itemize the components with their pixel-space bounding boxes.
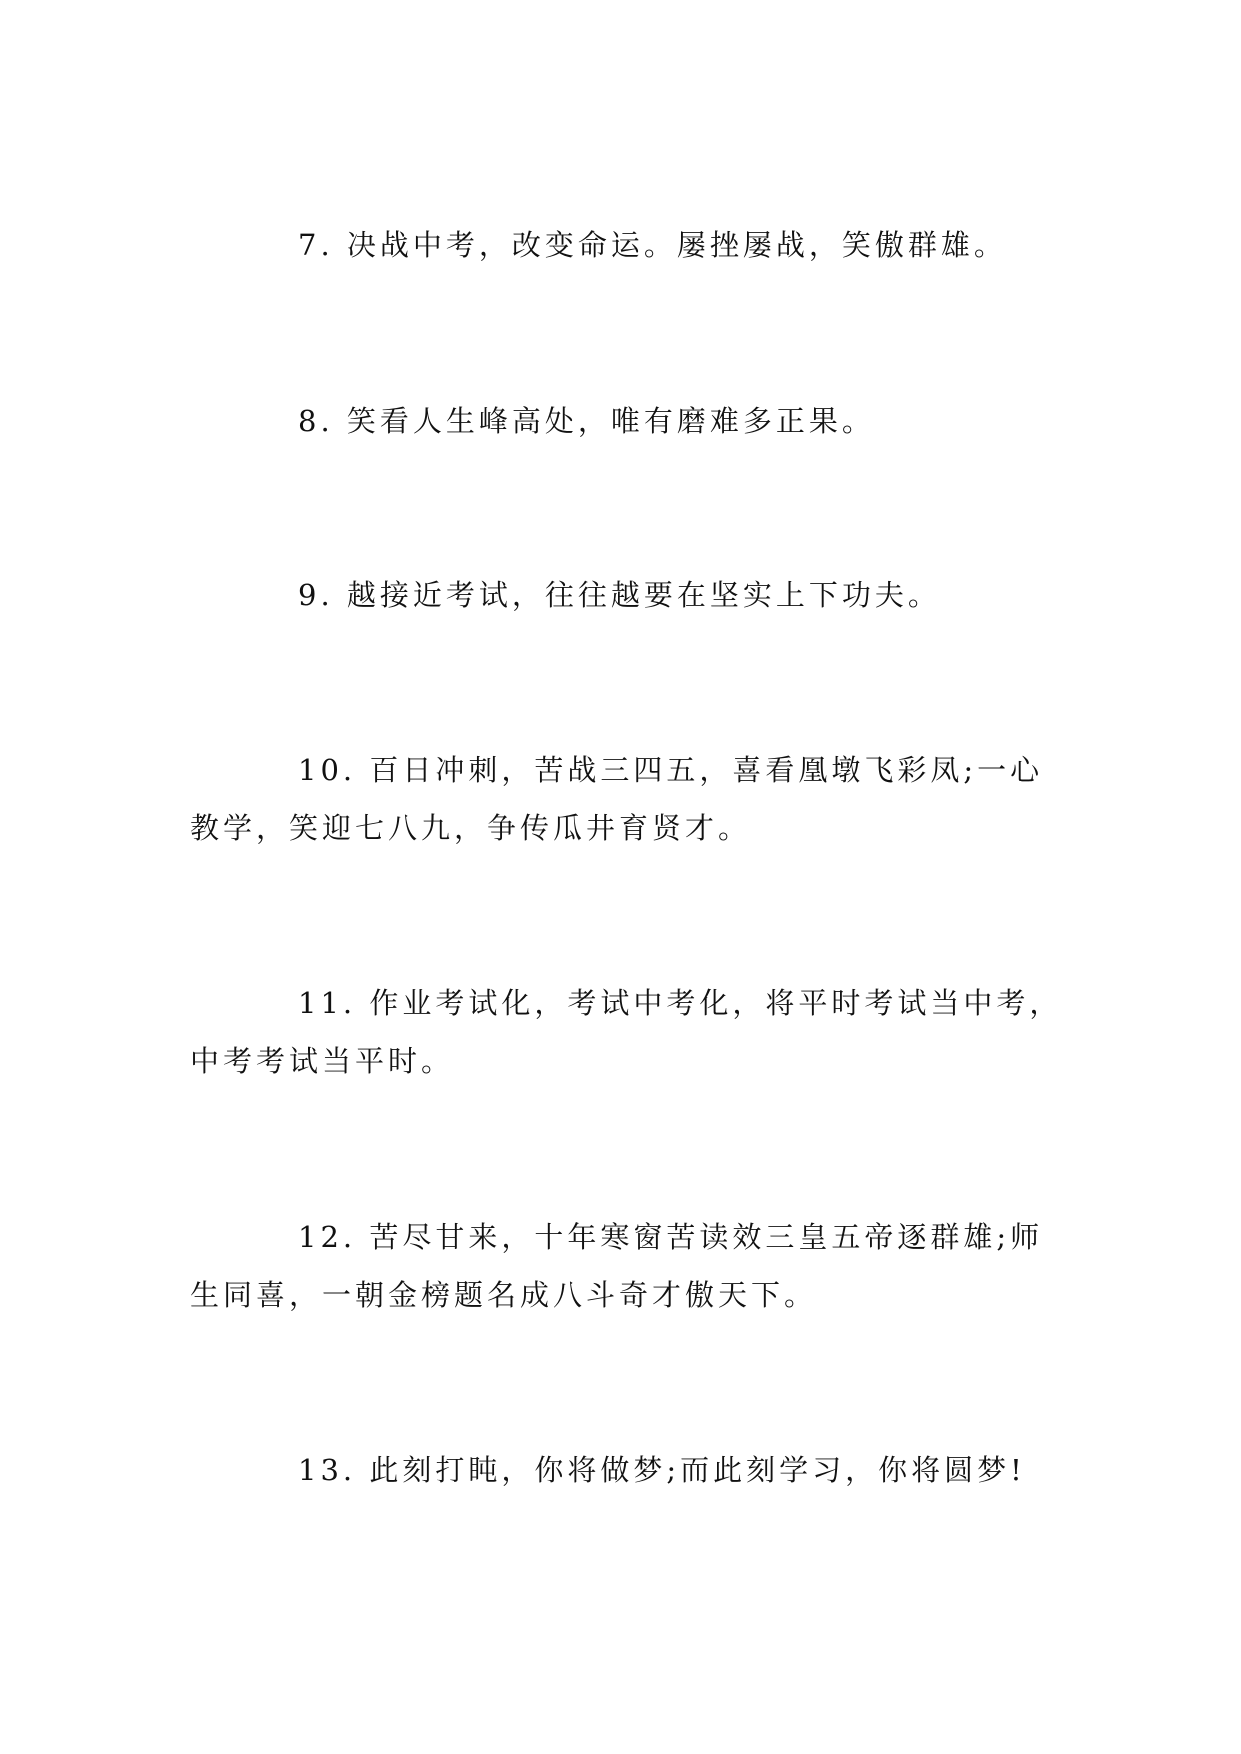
paragraph-12 (190, 1208, 1050, 1324)
paragraph-7 (190, 216, 1050, 274)
paragraph-line: 教学，笑迎七八九，争传瓜井育贤才。 (190, 811, 752, 845)
paragraph-line: 8. 笑看人生峰高处，唯有磨难多正果。 (298, 404, 875, 438)
paragraph-11 (190, 974, 1063, 1090)
paragraph-line: 10. 百日冲刺，苦战三四五，喜看凰墩飞彩凤;一心 (298, 753, 1044, 787)
paragraph-line: 生同喜，一朝金榜题名成八斗奇才傲天下。 (190, 1278, 818, 1312)
paragraph-line: 11. 作业考试化，考试中考化，将平时考试当中考， (298, 986, 1063, 1020)
paragraph-8 (190, 392, 1050, 450)
paragraph-9 (190, 566, 1050, 624)
paragraph-line: 13. 此刻打盹，你将做梦;而此刻学习，你将圆梦! (298, 1453, 1026, 1487)
paragraph-line: 12. 苦尽甘来，十年寒窗苦读效三皇五帝逐群雄;师 (298, 1220, 1044, 1254)
paragraph-line: 7. 决战中考，改变命运。屡挫屡战，笑傲群雄。 (298, 228, 1007, 262)
paragraph-10 (190, 741, 1050, 857)
paragraph-line: 中考考试当平时。 (190, 1044, 455, 1078)
paragraph-line: 9. 越接近考试，往往越要在坚实上下功夫。 (298, 578, 941, 612)
paragraph-13 (190, 1441, 1050, 1499)
